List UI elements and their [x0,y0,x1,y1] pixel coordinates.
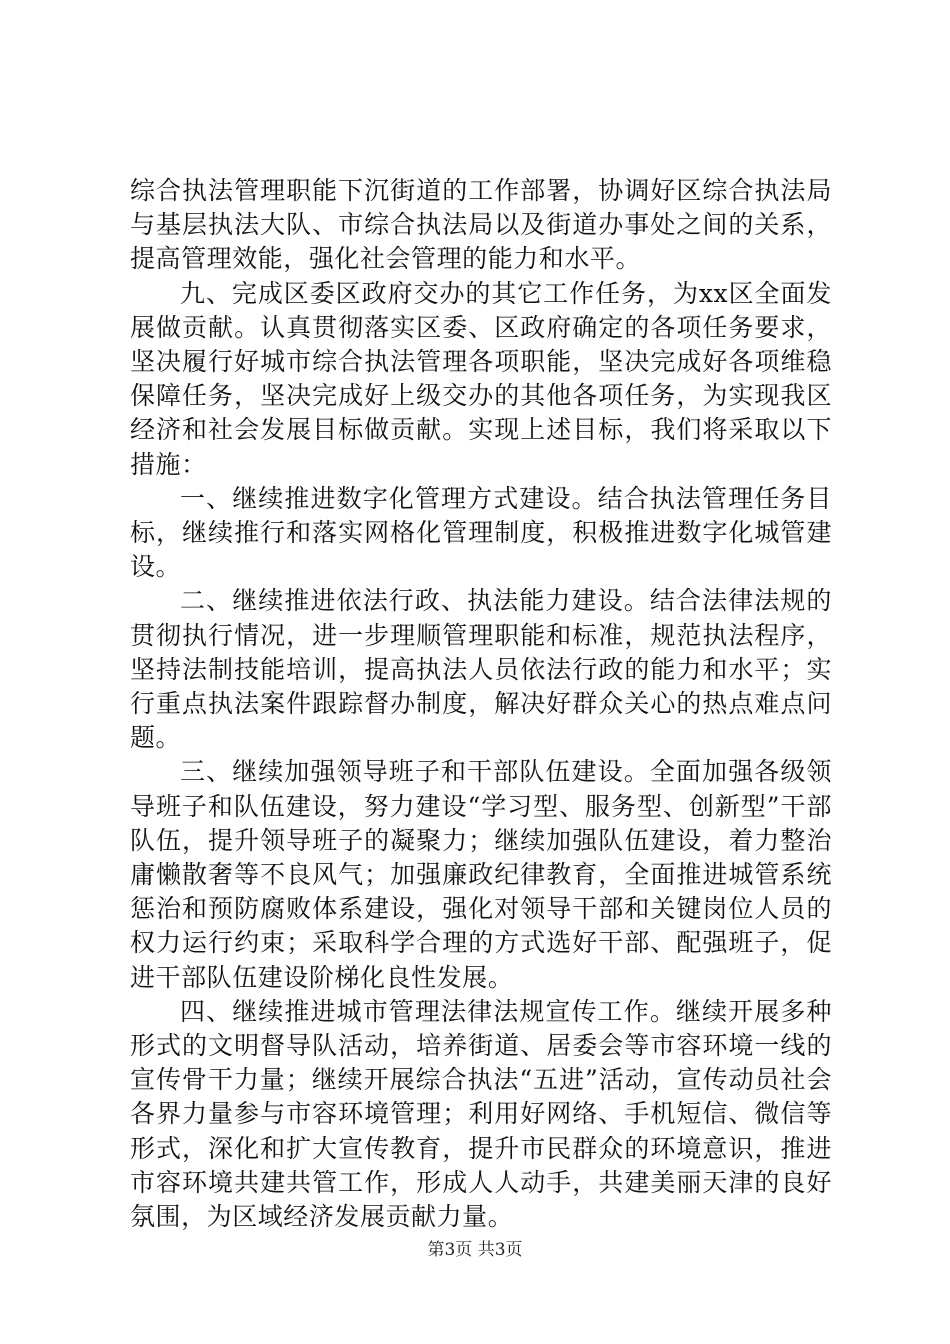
paragraph-4: 二、继续推进依法行政、执法能力建设。结合法律法规的贯彻执行情况，进一步理顺管理职能和标准，规范执法程序，坚持法制技能培训，提高执法人员依法行政的能力和水平；实行重点执法案件跟踪督办制度，解决好群众关心的热点难点问题。 [130,586,832,753]
paragraph-5: 三、继续加强领导班子和干部队伍建设。全面加强各级领导班子和队伍建设，努力建设“学习型、服务型、创新型”干部队伍，提升领导班子的凝聚力；继续加强队伍建设，着力整治庸懒散奢等不良风气；加强廉政纪律教育，全面推进城管系统惩治和预防腐败体系建设，强化对领导干部和关键岗位人员的权力运行约束；采取科学合理的方式选好干部、配强班子，促进干部队伍建设阶梯化良性发展。 [130,757,832,992]
page-number-footer: 第3页 共3页 [427,1240,523,1260]
document-body [130,174,832,1234]
paragraph-6: 四、继续推进城市管理法律法规宣传工作。继续开展多种形式的文明督导队活动，培养街道、居委会等市容环境一线的宣传骨干力量；继续开展综合执法“五进”活动，宣传动员社会各界力量参与市容环境管理；利用好网络、手机短信、微信等形式，深化和扩大宣传教育，提升市民群众的环境意识，推进市容环境共建共管工作，形成人人动手，共建美丽天津的良好氛围，为区域经济发展贡献力量。 [130,996,832,1232]
paragraph-1: 综合执法管理职能下沉街道的工作部署，协调好区综合执法局与基层执法大队、市综合执法局以及街道办事处之间的关系，提高管理效能，强化社会管理的能力和水平。 [130,176,832,274]
paragraph-2: 九、完成区委区政府交办的其它工作任务，为xx区全面发展做贡献。认真贯彻落实区委、区政府确定的各项任务要求，坚决履行好城市综合执法管理各项职能，坚决完成好各项维稳保障任务，坚决完成好上级交办的其他各项任务，为实现我区经济和社会发展目标做贡献。实现上述目标，我们将采取以下措施： [130,278,832,479]
paragraph-3: 一、继续推进数字化管理方式建设。结合执法管理任务目标，继续推行和落实网格化管理制度，积极推进数字化城管建设。 [130,483,832,582]
